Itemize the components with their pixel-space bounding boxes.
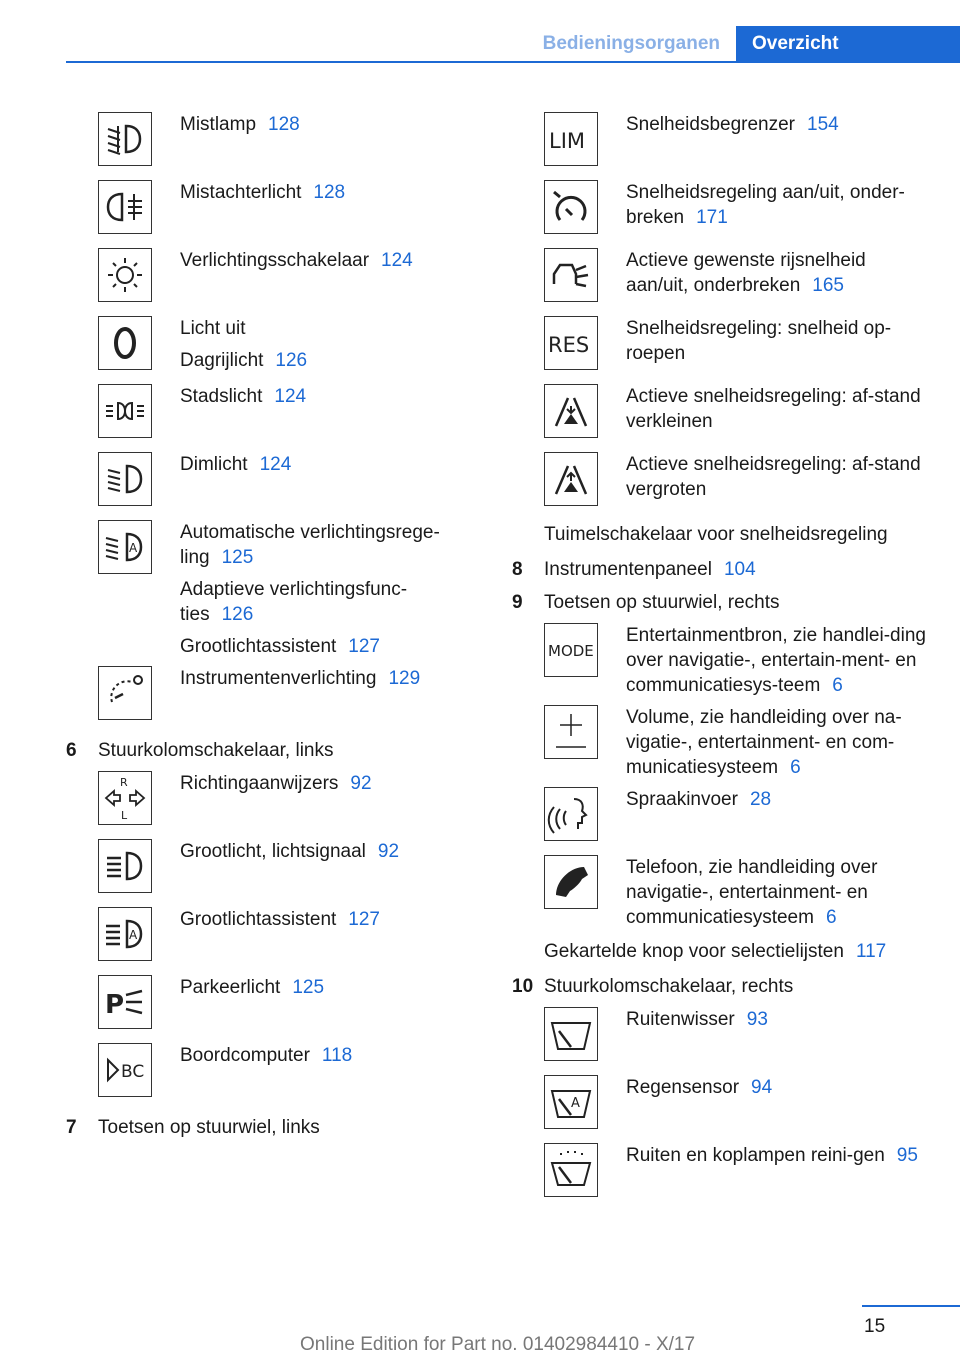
- svg-text:A: A: [129, 928, 138, 942]
- entry-text: Boordcomputer: [180, 1045, 310, 1066]
- page-ref-link[interactable]: 124: [259, 454, 292, 475]
- icon-entry: [544, 1075, 932, 1143]
- icon-entry: [98, 771, 466, 839]
- entry-text-block: [626, 1143, 918, 1211]
- entry-text: Instrumentenverlichting: [180, 668, 377, 689]
- instrument-light-icon: [98, 666, 152, 720]
- icon-entry: [98, 452, 466, 520]
- rear-fog-icon: [98, 180, 152, 234]
- entry-line: [626, 1075, 772, 1100]
- page-ref-link[interactable]: 124: [274, 386, 307, 407]
- page-ref-link[interactable]: 128: [268, 114, 300, 135]
- svg-text:L: L: [121, 809, 128, 822]
- entry-line: [180, 839, 399, 864]
- page-ref-link[interactable]: 117: [855, 941, 887, 962]
- icon-entry: [544, 180, 932, 248]
- page-ref-link[interactable]: 128: [313, 182, 346, 203]
- page-ref-link[interactable]: 171: [696, 207, 728, 228]
- entry-line: [626, 452, 932, 502]
- entry-text: Dagrijlicht: [180, 350, 264, 371]
- entry-text: Regensensor: [626, 1077, 740, 1098]
- entry-text: Snelheidsbegrenzer: [626, 114, 796, 135]
- entry-text: Actieve snelheidsregeling: af-stand verkleinen: [626, 386, 921, 432]
- entry-line: [180, 316, 307, 341]
- page-ref-link[interactable]: 104: [723, 559, 756, 580]
- svg-text:MODE: MODE: [548, 642, 594, 660]
- icon-entry: [98, 666, 466, 734]
- page-ref-link[interactable]: 125: [221, 547, 254, 568]
- icon-entry: [544, 384, 932, 452]
- entry-text-block: [180, 666, 420, 734]
- page-ref-link[interactable]: 127: [348, 909, 380, 930]
- high-beam-assist-icon: [98, 907, 152, 961]
- light-switch-icon: [98, 248, 152, 302]
- entry-line: [626, 855, 932, 930]
- icon-entry: [98, 520, 466, 666]
- svg-text:A: A: [571, 1096, 580, 1111]
- icon-entry: [98, 180, 466, 248]
- icon-entry: [544, 705, 932, 787]
- header-tab: Overzicht: [736, 26, 960, 61]
- entry-text: Ruiten en koplampen reini-gen: [626, 1145, 885, 1166]
- turn-signal-icon: [98, 771, 152, 825]
- icon-entry: [98, 384, 466, 452]
- parking-light-icon: [98, 384, 152, 438]
- entry-line: [180, 520, 466, 570]
- entry-text-block: [180, 771, 372, 839]
- icon-entry: [98, 907, 466, 975]
- entry-text-block: [180, 384, 306, 452]
- knurl-entry: [544, 939, 932, 964]
- icon-entry: [98, 248, 466, 316]
- entry-line: [180, 1043, 352, 1068]
- active-cruise-icon: [544, 248, 598, 302]
- page-ref-link[interactable]: 126: [221, 604, 254, 625]
- entry-text: Snelheidsregeling: snelheid op-roepen: [626, 318, 892, 364]
- page-ref-link[interactable]: 28: [749, 789, 772, 810]
- auto-light-icon: [98, 520, 152, 574]
- entry-text: Volume, zie handleiding over na-vigatie-, entertainment- en com-municatiesysteem: [626, 707, 902, 778]
- page-ref-link[interactable]: 129: [388, 668, 421, 689]
- svg-text:P: P: [105, 990, 125, 1020]
- entry-text: Stadslicht: [180, 386, 263, 407]
- entry-text-block: [626, 855, 932, 937]
- entry-text: Mistlamp: [180, 114, 257, 135]
- page-ref-link[interactable]: 118: [321, 1045, 353, 1066]
- wiper-icon: [544, 1007, 598, 1061]
- header-section: Bedieningsorganen: [542, 33, 720, 54]
- high-beam-icon: [98, 839, 152, 893]
- icon-entry: [544, 787, 932, 855]
- entry-line: [180, 666, 420, 691]
- fog-lamp-icon: [98, 112, 152, 166]
- entry-text-block: [180, 1043, 352, 1111]
- entry-text-block: [180, 248, 413, 316]
- entry-text: Snelheidsregeling aan/uit, onder-breken: [626, 182, 905, 228]
- entry-text: Grootlichtassistent: [180, 636, 337, 657]
- svg-text:BC: BC: [121, 1062, 145, 1082]
- entry-line: [180, 975, 324, 1000]
- entry-line: [180, 771, 372, 796]
- entry-text: Verlichtingsschakelaar: [180, 250, 370, 271]
- knurl-label: Gekartelde knop voor selectielijsten: [544, 941, 844, 962]
- numbered-item: [66, 738, 466, 763]
- entry-text-block: [180, 520, 466, 666]
- entry-text: Licht uit: [180, 318, 246, 339]
- item-label: Instrumentenpaneel: [544, 559, 712, 580]
- svg-text:A: A: [129, 541, 138, 555]
- footer-rule: [862, 1305, 960, 1307]
- entry-line: [626, 1007, 768, 1032]
- page-ref-link[interactable]: 125: [292, 977, 325, 998]
- icon-entry: [544, 855, 932, 937]
- entry-text: Grootlicht, lichtsignaal: [180, 841, 366, 862]
- icon-entry: [98, 1043, 466, 1111]
- entry-text-block: [626, 623, 932, 705]
- icon-entry: [98, 975, 466, 1043]
- entry-text-block: [180, 452, 291, 520]
- page-ref-link[interactable]: 6: [790, 757, 801, 778]
- page-ref-link[interactable]: 165: [812, 275, 844, 296]
- entry-text: Spraakinvoer: [626, 789, 738, 810]
- cruise-control-icon: [544, 180, 598, 234]
- entry-line: [180, 452, 291, 477]
- page-ref-link[interactable]: 154: [807, 114, 839, 135]
- entry-line: [180, 180, 345, 205]
- rain-sensor-icon: [544, 1075, 598, 1129]
- icon-entry: [544, 1143, 932, 1211]
- entry-line: [626, 180, 932, 230]
- page-ref-link[interactable]: 6: [825, 907, 837, 928]
- phone-icon: [544, 855, 598, 909]
- page-ref-link[interactable]: 124: [381, 250, 413, 271]
- page-ref-link[interactable]: 92: [350, 773, 372, 794]
- entry-line: [180, 634, 466, 659]
- item-number: 6: [66, 740, 77, 761]
- item-number: 10: [512, 976, 534, 997]
- numbered-item: [512, 590, 932, 615]
- entry-text-block: [626, 180, 932, 248]
- entry-text-block: [626, 452, 932, 520]
- item-number: 8: [512, 559, 523, 580]
- entry-text-block: [180, 839, 399, 907]
- entry-text-block: [180, 112, 300, 180]
- entry-text: Actieve gewenste rijsnelheid aan/uit, onderbreken: [626, 250, 866, 296]
- entry-text: Parkeerlicht: [180, 977, 281, 998]
- svg-text:RES: RES: [548, 333, 590, 357]
- numbered-item: [512, 557, 932, 582]
- entry-text: Adaptieve verlichtingsfunc-ties: [180, 579, 408, 625]
- distance-increase-icon: [544, 452, 598, 506]
- entry-text-block: [180, 180, 345, 248]
- entry-text-block: [626, 112, 839, 180]
- entry-line: [626, 787, 771, 812]
- icon-entry: [98, 316, 466, 384]
- icon-entry: [544, 623, 932, 705]
- entry-line: [626, 384, 932, 434]
- right-column: [512, 112, 932, 1211]
- light-off-icon: [98, 316, 152, 370]
- icon-entry: [544, 248, 932, 316]
- distance-decrease-icon: [544, 384, 598, 438]
- entry-line: [626, 705, 932, 780]
- numbered-item: [66, 1115, 466, 1140]
- entry-text-block: [180, 907, 380, 975]
- entry-text: Mistachterlicht: [180, 182, 302, 203]
- entry-text: Dimlicht: [180, 454, 248, 475]
- entry-line: [626, 623, 932, 698]
- page-ref-link[interactable]: 127: [348, 636, 380, 657]
- entry-text-block: [180, 975, 324, 1043]
- volume-icon: [544, 705, 598, 759]
- washer-icon: [544, 1143, 598, 1197]
- page-ref-link[interactable]: 92: [377, 841, 400, 862]
- entry-line: [180, 248, 413, 273]
- page-ref-link[interactable]: 94: [751, 1077, 773, 1098]
- entry-text: Actieve snelheidsregeling: af-stand vergroten: [626, 454, 921, 500]
- item-label: Stuurkolomschakelaar, rechts: [544, 976, 794, 997]
- entry-text-block: [626, 384, 932, 452]
- parking-lamp-icon: [98, 975, 152, 1029]
- entry-line: [180, 577, 466, 627]
- entry-text-block: [626, 705, 932, 787]
- edition-note: Online Edition for Part no. 01402984410 - X/17: [300, 1334, 696, 1355]
- header-rule: [66, 61, 960, 63]
- left-column: [66, 112, 466, 1148]
- entry-text-block: [626, 316, 932, 384]
- rocker-label: Tuimelschakelaar voor snelheidsregeling: [544, 524, 888, 545]
- icon-entry: [98, 839, 466, 907]
- entry-text-block: [626, 787, 771, 855]
- board-computer-icon: [98, 1043, 152, 1097]
- page-ref-link[interactable]: 126: [275, 350, 308, 371]
- entry-line: [626, 1143, 918, 1168]
- entry-text-block: [626, 1075, 772, 1143]
- item-number: 7: [66, 1117, 77, 1138]
- entry-line: [626, 248, 932, 298]
- entry-text: Telefoon, zie handleiding over navigatie-, entertainment- en communicatiesysteem: [626, 857, 878, 928]
- resume-icon: [544, 316, 598, 370]
- item-number: 9: [512, 592, 523, 613]
- svg-text:R: R: [120, 776, 128, 789]
- entry-line: [180, 384, 306, 409]
- entry-text-block: [626, 248, 932, 316]
- item-label: Toetsen op stuurwiel, links: [98, 1117, 320, 1138]
- icon-entry: [544, 1007, 932, 1075]
- entry-text: Automatische verlichtingsrege-ling: [180, 522, 440, 568]
- icon-entry: [544, 316, 932, 384]
- low-beam-icon: [98, 452, 152, 506]
- entry-text-block: [626, 1007, 768, 1075]
- entry-line: [180, 112, 300, 137]
- speed-limiter-icon: [544, 112, 598, 166]
- icon-entry: [544, 112, 932, 180]
- entry-line: [626, 112, 839, 137]
- page-ref-link[interactable]: 93: [746, 1009, 768, 1030]
- svg-text:LIM: LIM: [549, 129, 586, 153]
- entry-text: Entertainmentbron, zie handlei-ding over navigatie-, entertain-ment- en communicatiesys-teem: [626, 625, 926, 696]
- item-label: Toetsen op stuurwiel, rechts: [544, 592, 780, 613]
- page-ref-link[interactable]: 6: [832, 675, 843, 696]
- entry-line: [180, 907, 380, 932]
- entry-text: Grootlichtassistent: [180, 909, 337, 930]
- mode-icon: [544, 623, 598, 677]
- page-ref-link[interactable]: 95: [896, 1145, 918, 1166]
- item-label: Stuurkolomschakelaar, links: [98, 740, 334, 761]
- entry-text: Ruitenwisser: [626, 1009, 735, 1030]
- entry-text-block: [180, 316, 307, 384]
- entry-line: [180, 348, 307, 373]
- entry-text: Richtingaanwijzers: [180, 773, 339, 794]
- numbered-item: [512, 974, 932, 999]
- page-number: 15: [864, 1316, 886, 1337]
- icon-entry: [544, 452, 932, 520]
- entry-line: [626, 316, 932, 366]
- voice-icon: [544, 787, 598, 841]
- icon-entry: [98, 112, 466, 180]
